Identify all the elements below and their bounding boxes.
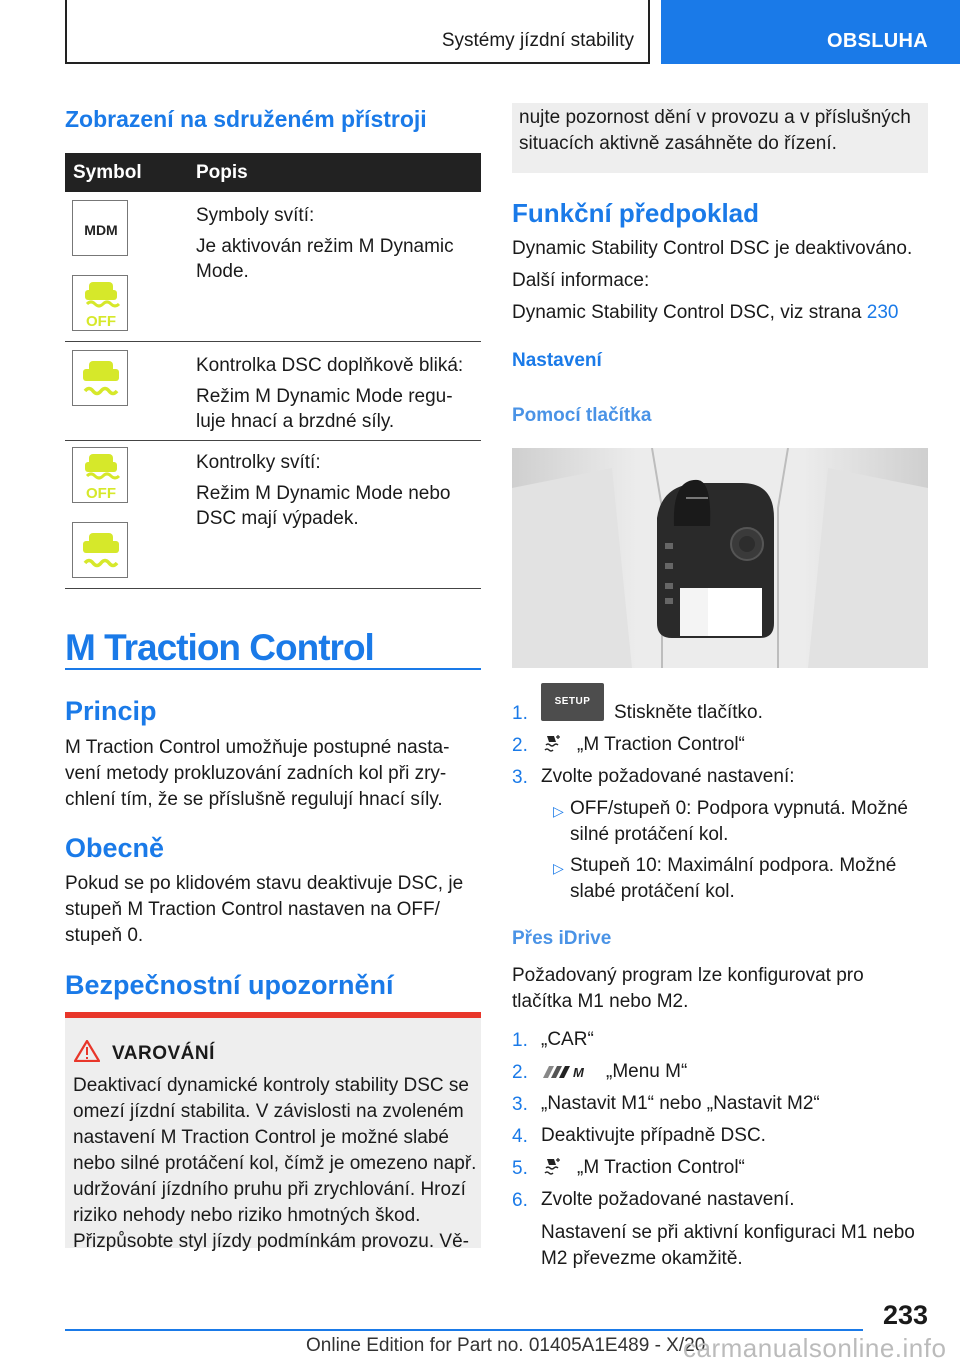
traction-control-icon <box>541 733 563 755</box>
step-number: 3. <box>512 1094 528 1115</box>
step-text: „M Traction Control“ <box>577 1157 745 1178</box>
chapter-tab[interactable] <box>661 0 960 64</box>
safety-heading: Bezpečnostní upozornění <box>65 970 394 1000</box>
watermark: carmanualsonline.info <box>683 1333 947 1362</box>
step-text: Zvolte požadované nastavení: <box>541 766 795 787</box>
func-line3-text: Dynamic Stability Control DSC, viz strana <box>512 302 867 323</box>
step-number: 3. <box>512 767 528 788</box>
svg-text:MDM: MDM <box>84 222 118 238</box>
header-frame <box>65 0 650 64</box>
svg-text:OFF: OFF <box>86 485 116 502</box>
step-text: „Menu M“ <box>606 1061 688 1082</box>
traction-control-icon <box>541 1156 563 1178</box>
title-underline <box>65 668 481 670</box>
step-text: Zvolte požadované nastavení. <box>541 1189 795 1210</box>
row3-line1: Kontrolky svítí: <box>196 452 321 473</box>
step-number: 1. <box>512 1030 528 1051</box>
step-text: Deaktivujte případně DSC. <box>541 1125 766 1146</box>
row1-line2: Je aktivován režim M Dynamic Mode. <box>196 236 454 282</box>
dsc-off-icon <box>72 275 128 331</box>
row2-line1: Kontrolka DSC doplňkově bliká: <box>196 355 464 376</box>
bullet-triangle-icon: ▷ <box>553 803 564 819</box>
row-divider <box>65 588 481 589</box>
row1-line1: Symboly svítí: <box>196 205 315 226</box>
sub-item: Stupeň 10: Maximální podpora. Možné slabé protáčení kol. <box>570 855 897 902</box>
mtc-title: M Traction Control <box>65 627 374 668</box>
step-number: 6. <box>512 1190 528 1211</box>
button-heading: Pomocí tlačítka <box>512 405 652 426</box>
settings-heading: Nastavení <box>512 350 602 371</box>
edition-text: Online Edition for Part no. 01405A1E489 - X/20 <box>306 1335 706 1356</box>
step-number: 1. <box>512 703 528 724</box>
func-line3 <box>512 300 928 326</box>
obecne-heading: Obecně <box>65 833 165 863</box>
step-number: 2. <box>512 1062 528 1083</box>
page-link[interactable]: 230 <box>866 302 899 323</box>
col-symbol: Symbol <box>73 162 142 183</box>
display-heading: Zobrazení na sdruženém přístroji <box>65 106 427 132</box>
mdm-icon <box>72 200 128 256</box>
setup-label: SETUP <box>554 696 591 707</box>
setup-button-image <box>541 683 604 721</box>
step-text: Stiskněte tlačítko. <box>614 702 763 723</box>
console-photo <box>512 448 928 668</box>
dsc-off-icon <box>72 447 128 503</box>
row-divider <box>65 440 481 441</box>
step-text: „CAR“ <box>541 1029 594 1050</box>
svg-text:OFF: OFF <box>86 313 116 330</box>
step-text: „Nastavit M1“ nebo „Nastavit M2“ <box>541 1093 820 1114</box>
warning-triangle-icon <box>74 1040 100 1062</box>
bullet-triangle-icon: ▷ <box>553 860 564 876</box>
warning-text: Deaktivací dynamické kontroly stability DSC se omezí jízdní stabilita. V závislosti na zvoleném nastavení M Traction Control je možné slabé nebo silné protáčení kol, čímž je omezeno např. udržování jízdního pruhu při zrychlování. Hrozí riziko nehody nebo riziko hmotných škod. Přizpůsobte styl jízdy podmínkám provozu. Vě- <box>73 1075 477 1252</box>
page-number: 233 <box>882 1300 928 1330</box>
princip-heading: Princip <box>65 696 157 726</box>
chapter-tab-label: OBSLUHA <box>827 30 928 52</box>
dsc-icon <box>72 522 128 578</box>
princip-text: M Traction Control umožňuje postupné nasta-vení metody prokluzování zadních kol při zry-chlení tím, že se příslušně regulují hnací síly. <box>65 737 450 810</box>
row2-line2: Režim M Dynamic Mode regu-luje hnací a brzdné síly. <box>196 386 453 432</box>
warning-title: VAROVÁNÍ <box>112 1043 215 1064</box>
footer-line <box>65 1329 863 1331</box>
obecne-text: Pokud se po klidovém stavu deaktivuje DSC, je stupeň M Traction Control nastaven na OFF/ stupeň 0. <box>65 873 464 946</box>
dsc-icon <box>72 350 128 406</box>
idrive-text: Požadovaný program lze konfigurovat pro tlačítka M1 nebo M2. <box>512 965 864 1012</box>
step-number: 5. <box>512 1158 528 1179</box>
section-title: Systémy jízdní stability <box>441 30 634 51</box>
final-text: Nastavení se při aktivní konfiguraci M1 nebo M2 převezme okamžitě. <box>541 1222 915 1269</box>
step-text: „M Traction Control“ <box>577 734 745 755</box>
svg-text:M: M <box>573 1065 584 1080</box>
func-line2: Další informace: <box>512 270 650 291</box>
col-description: Popis <box>196 162 248 183</box>
func-heading: Funkční předpoklad <box>512 198 760 228</box>
idrive-heading: Přes iDrive <box>512 928 612 949</box>
step-number: 2. <box>512 735 528 756</box>
step-number: 4. <box>512 1126 528 1147</box>
row-divider <box>65 341 481 342</box>
warning-continuation-text: nujte pozornost dění v provozu a v příslušných situacích aktivně zasáhněte do řízení. <box>519 107 911 154</box>
m-menu-icon <box>541 1064 597 1080</box>
row3-line2: Režim M Dynamic Mode nebo DSC mají výpadek. <box>196 483 451 529</box>
func-line1: Dynamic Stability Control DSC je deaktivováno. <box>512 238 913 259</box>
sub-item: OFF/stupeň 0: Podpora vypnutá. Možné silné protáčení kol. <box>570 798 908 845</box>
symbol-table-header <box>65 153 481 192</box>
